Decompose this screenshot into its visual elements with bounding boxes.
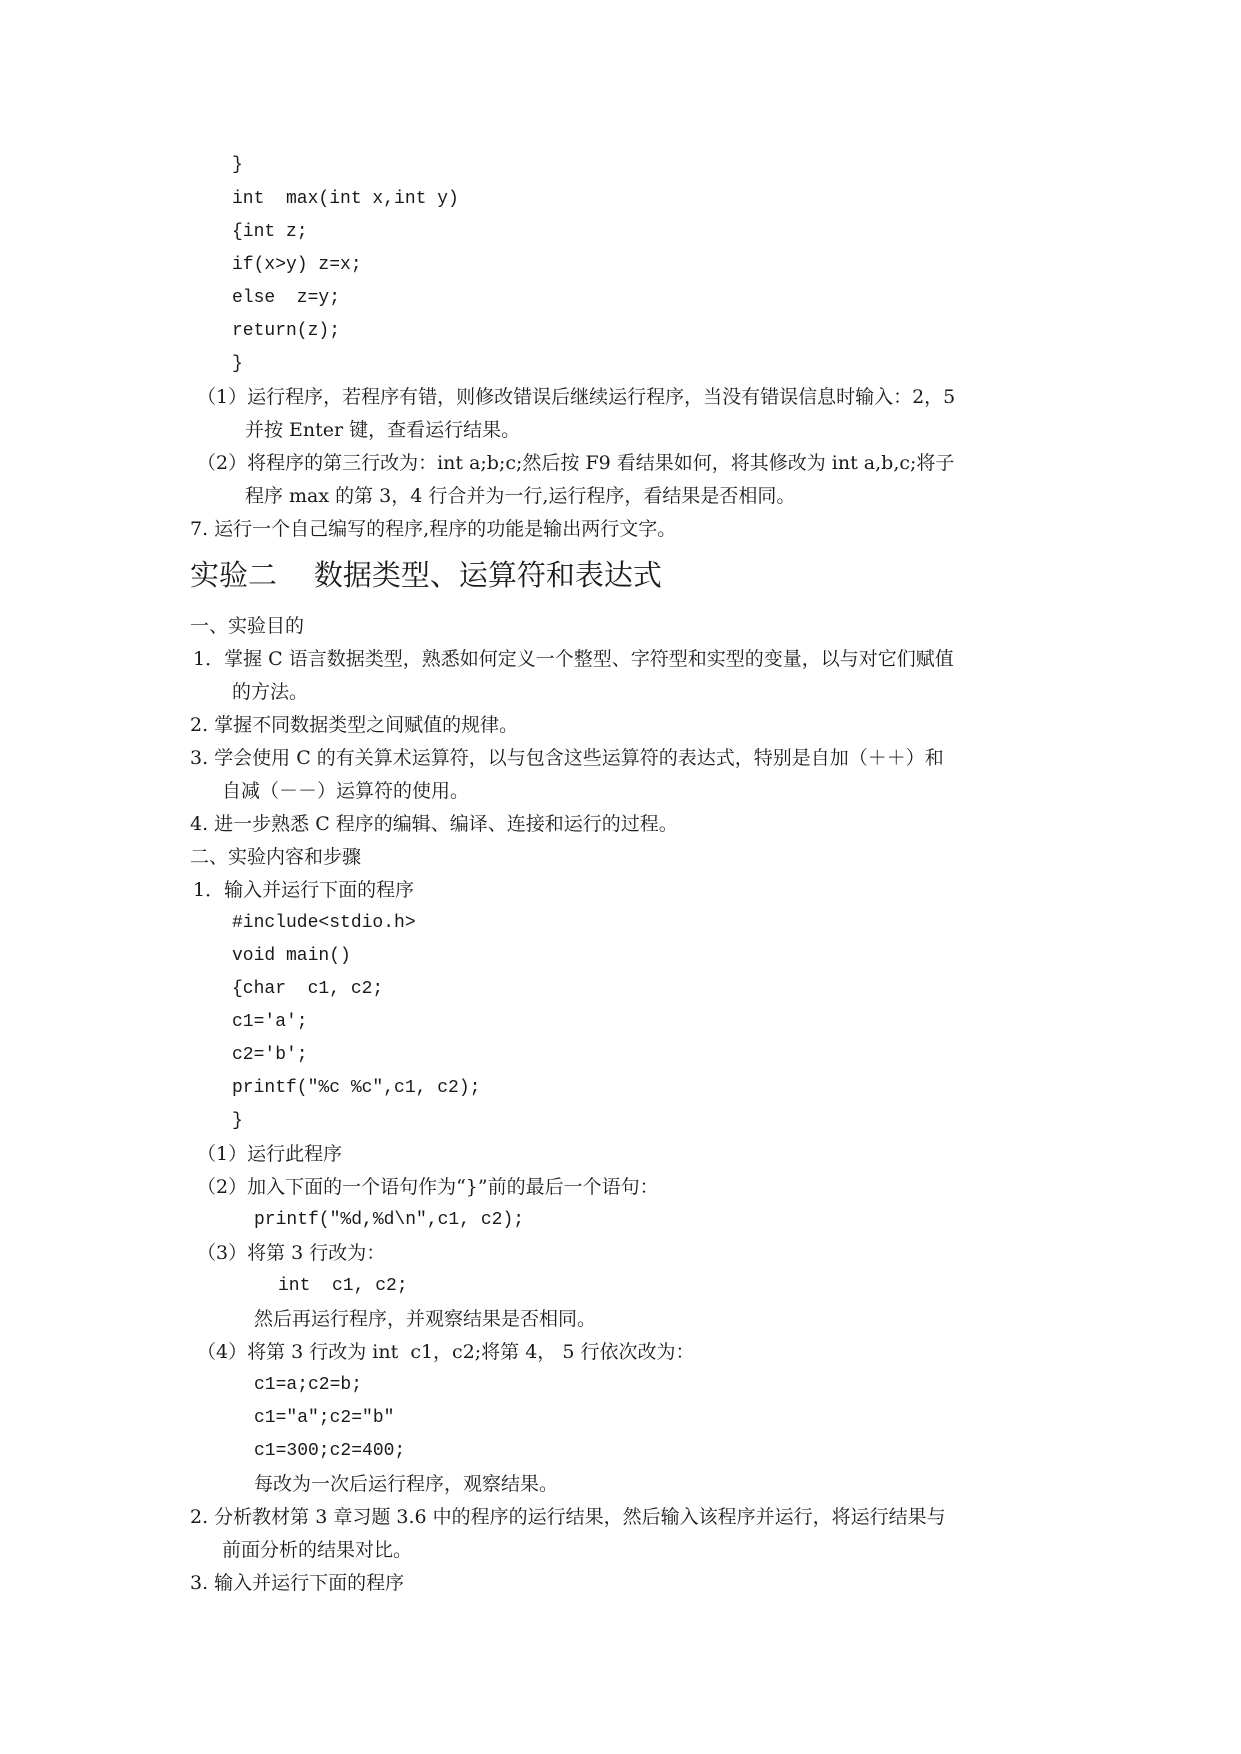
question-3-code: int c1, c2; [278,1276,408,1296]
step-1-text: （1）运行程序，若程序有错，则修改错误后继续运行程序，当没有错误信息时输入：2，5 [197,386,956,408]
question-3: （3）将第 3 行改为： [197,1242,386,1264]
purpose-item-3: 3. 学会使用 C 的有关算术运算符，以与包含这些运算符的表达式，特别是自加（＋＋）和 [190,747,944,769]
code-line: printf("%c %c",c1, c2); [232,1078,481,1098]
code-line: } [232,354,243,374]
code-line: } [232,155,243,175]
step-2-text-cont: 程序 max 的第 3，4 行合并为一行,运行程序，看结果是否相同。 [245,485,796,507]
code-line: {char c1, c2; [232,979,384,999]
content-item-3: 3. 输入并运行下面的程序 [190,1572,405,1594]
code-line: #include<stdio.h> [232,913,416,933]
question-4-code: c1=a;c2=b; [254,1375,363,1395]
code-line: if(x>y) z=x; [232,255,362,275]
code-line: c2='b'; [232,1045,308,1065]
content-item-2-cont: 前面分析的结果对比。 [222,1539,413,1561]
code-line: c1='a'; [232,1012,308,1032]
code-line: {int z; [232,222,308,242]
question-4-code: c1=300;c2=400; [254,1441,406,1461]
content-item-1: 1．输入并运行下面的程序 [193,879,415,901]
question-3-after: 然后再运行程序，并观察结果是否相同。 [254,1308,597,1330]
code-line: else z=y; [232,288,341,308]
purpose-item-4: 4. 进一步熟悉 C 程序的编辑、编译、连接和运行的过程。 [190,813,678,835]
content-title: 二、实验内容和步骤 [190,846,362,868]
purpose-item-1: 1．掌握 C 语言数据类型，熟悉如何定义一个整型、字符型和实型的变量，以与对它们赋值 [193,648,954,670]
item-7: 7. 运行一个自己编写的程序,程序的功能是输出两行文字。 [190,518,677,540]
code-line: } [232,1111,243,1131]
question-2-code: printf("%d,%d\n",c1, c2); [254,1210,525,1230]
question-4: （4）将第 3 行改为 int c1，c2;将第 4， 5 行依次改为： [197,1341,695,1363]
code-line: int max(int x,int y) [232,189,459,209]
question-4-after: 每改为一次后运行程序，观察结果。 [254,1473,559,1495]
purpose-item-1-cont: 的方法。 [232,681,309,703]
content-item-2: 2. 分析教材第 3 章习题 3.6 中的程序的运行结果，然后输入该程序并运行，将运行结果与 [190,1506,946,1528]
question-2: （2）加入下面的一个语句作为“}”前的最后一个语句： [197,1176,659,1198]
question-4-code: c1="a";c2="b" [254,1408,395,1428]
code-line: return(z); [232,321,341,341]
code-line: void main() [232,946,351,966]
purpose-item-3-cont: 自减（－－）运算符的使用。 [222,780,470,802]
question-1: （1）运行此程序 [197,1143,343,1165]
purpose-title: 一、实验目的 [190,615,305,637]
section-heading: 实验二 数据类型、运算符和表达式 [190,558,662,592]
purpose-item-2: 2. 掌握不同数据类型之间赋值的规律。 [190,714,519,736]
step-1-text-cont: 并按 Enter 键，查看运行结果。 [245,419,521,441]
step-2-text: （2）将程序的第三行改为：int a;b;c;然后按 F9 看结果如何，将其修改为 int a,b,c;将子 [197,452,955,474]
